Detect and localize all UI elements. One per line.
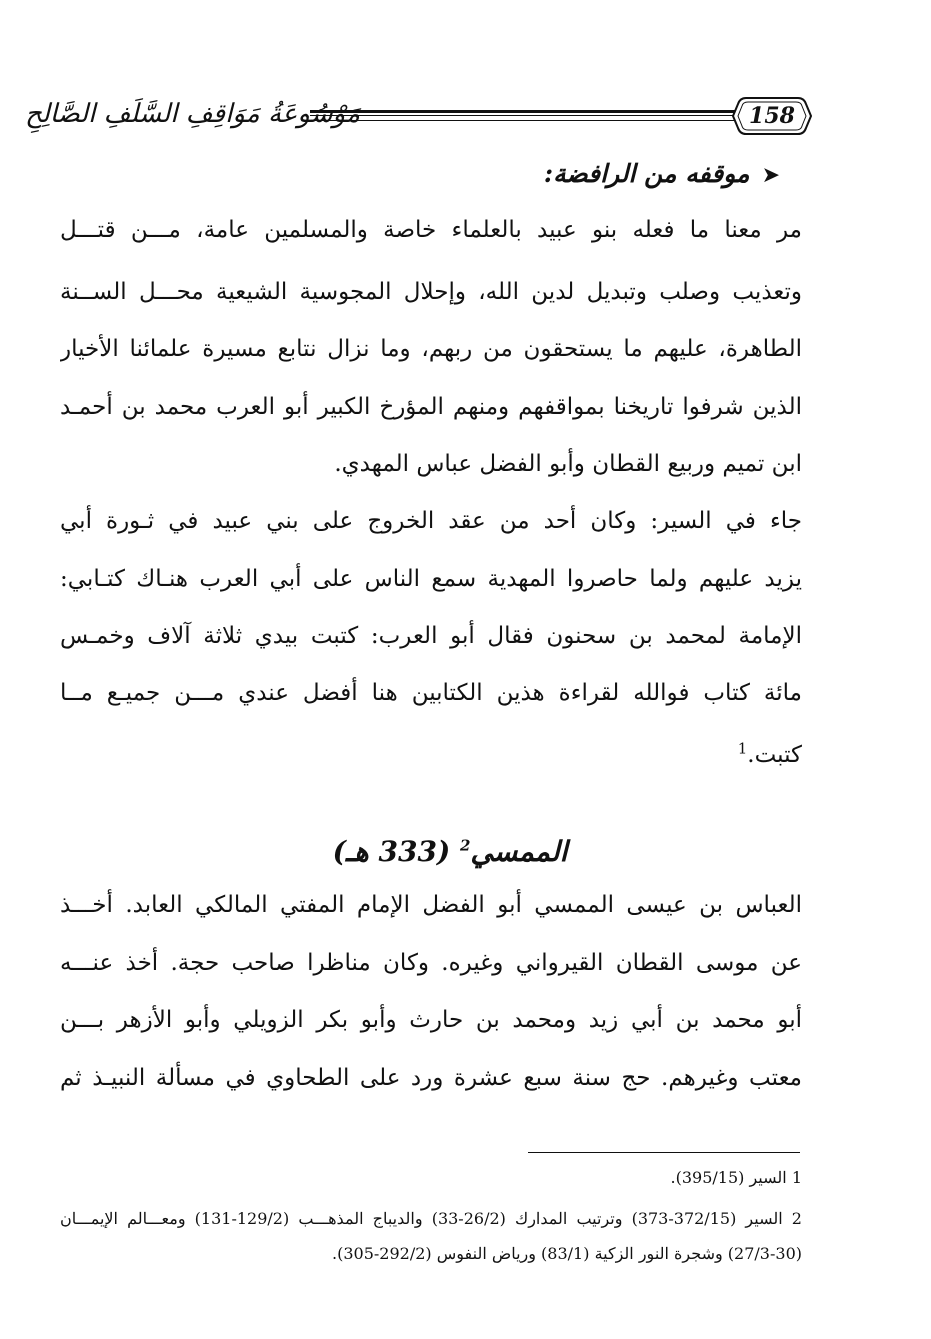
bio-year: (333 هـ) xyxy=(332,835,451,868)
page-header xyxy=(25,92,812,144)
text-line: وتعذيب وصلب وتبديل لدين الله، وإحلال المجوسية الشيعية محـــل الســنة xyxy=(60,279,802,305)
header-rule xyxy=(310,110,780,121)
section-heading-text: موقفه من الرافضة: xyxy=(543,159,750,188)
text-line: مائة كتاب فوالله لقراءة هذين الكتابين هنا أفضل عندي مـــن جميـع مــا xyxy=(60,680,802,706)
text-line: الذين شرفوا تاريخنا بمواقفهم ومنهم المؤرخ الكبير أبو العرب محمد بن أحمـد xyxy=(60,394,802,420)
page-number: 158 xyxy=(749,103,795,129)
text-line: جاء في السير: وكان أحد من عقد الخروج على بني عبيد في ثـورة أبي xyxy=(60,508,802,534)
text-line: ابن تميم وربيع القطان وأبو الفضل عباس المهدي. xyxy=(334,451,802,477)
text-line: معتب وغيرهم. حج سنة سبع عشرة ورد على الطحاوي في مسألة النبيـذ ثم xyxy=(60,1065,802,1091)
text-line-last xyxy=(60,730,802,780)
footnote-ref-2: 2 xyxy=(459,836,471,855)
series-title: مَوْسُوعَةُ مَوَاقِفِ السَّلَفِ الصَّالِحِ xyxy=(25,99,360,129)
footnote-ref-1: 1 xyxy=(737,739,748,758)
text-line: الإمامة لمحمد بن سحنون فقال أبو العرب: كتبت بيدي ثلاثة آلاف وخمـس xyxy=(60,623,802,649)
last-line-text: كتبت. xyxy=(747,742,802,768)
footnote-2: 2 السير (372/15-373) وترتيب المدارك (26/2-33) والديباج المذهـــب (129/2-131) ومعـــالم الإيمـــان xyxy=(60,1209,802,1228)
bio-heading xyxy=(280,826,620,878)
text-line: عن موسى القطان القيرواني وغيره. وكان مناظرا صاحب حجة. أخذ عنـــه xyxy=(60,950,802,976)
footnote-2-continued: (27/3-30) وشجرة النور الزكية (83/1) ورياض النفوس (292/2-305). xyxy=(332,1244,802,1263)
text-line: العباس بن عيسى الممسي أبو الفضل الإمام المفتي المالكي العابد. أخـــذ xyxy=(60,892,802,918)
text-line: أبو محمد بن أبي زيد ومحمد بن حارث وأبو بكر الزويلي وأبو الأزهر بـــن xyxy=(60,1007,802,1033)
text-line: الطاهرة، عليهم ما يستحقون من ربهم، وما نزال نتابع مسيرة علمائنا الأخيار xyxy=(60,336,802,362)
footnote-1: 1 السير (395/15). xyxy=(670,1168,802,1187)
text-line: مر معنا ما فعله بنو عبيد بالعلماء خاصة والمسلمين عامة، مـــن قتـــل xyxy=(60,217,802,243)
arrow-bullet-icon: ➤ xyxy=(761,163,780,188)
bio-name: الممسي xyxy=(470,835,568,868)
page-number-badge xyxy=(732,94,812,138)
section-heading xyxy=(380,152,780,196)
text-line: يزيد عليهم ولما حاصروا المهدية سمع الناس على أبي العرب هنـاك كتـابي: xyxy=(60,566,802,592)
footnote-separator xyxy=(528,1152,800,1153)
